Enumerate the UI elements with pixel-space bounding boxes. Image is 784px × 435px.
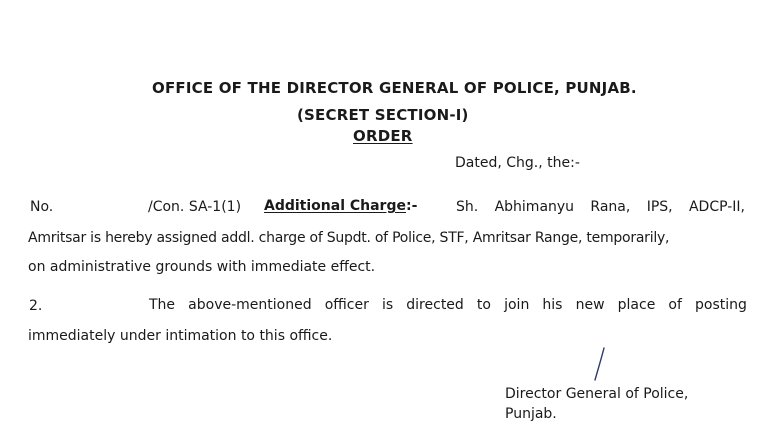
- word: join: [504, 297, 530, 313]
- word: Rana,: [590, 199, 631, 215]
- word: his: [542, 297, 563, 313]
- order-reference: /Con. SA-1(1): [148, 199, 242, 215]
- word: is: [381, 297, 394, 313]
- signature-mark: [589, 346, 609, 384]
- word: to: [476, 297, 491, 313]
- subject-heading: [264, 198, 417, 214]
- subject-label: Additional Charge: [264, 198, 406, 214]
- word: IPS,: [646, 199, 673, 215]
- office-heading: OFFICE OF THE DIRECTOR GENERAL OF POLICE, PUNJAB.: [152, 79, 637, 97]
- order-number-label: No.: [30, 199, 54, 215]
- para2-line2: immediately under intimation to this office.: [28, 328, 333, 344]
- section-heading: (SECRET SECTION-I): [297, 106, 469, 124]
- word: officer: [324, 297, 369, 313]
- para1-line2: Amritsar is hereby assigned addl. charge of Supdt. of Police, STF, Amritsar Range, temporarily,: [28, 230, 670, 246]
- signatory-state: Punjab.: [505, 406, 557, 422]
- signatory-title: Director General of Police,: [505, 386, 689, 402]
- subject-suffix: :-: [405, 198, 418, 214]
- para1-line1-rest: [456, 199, 745, 215]
- word: above-mentioned: [188, 297, 312, 313]
- word: new: [575, 297, 605, 313]
- word: posting: [695, 297, 747, 313]
- word: Sh.: [456, 199, 479, 215]
- para2-number: 2.: [29, 298, 43, 314]
- word: The: [149, 297, 176, 313]
- word: ADCP-II,: [688, 199, 745, 215]
- dated-line: Dated, Chg., the:-: [455, 155, 580, 171]
- para2-line1: [149, 297, 747, 313]
- word: place: [617, 297, 656, 313]
- para1-line3: on administrative grounds with immediate effect.: [28, 259, 376, 275]
- order-title: ORDER: [353, 127, 413, 145]
- word: directed: [406, 297, 464, 313]
- word: Abhimanyu: [494, 199, 575, 215]
- word: of: [668, 297, 682, 313]
